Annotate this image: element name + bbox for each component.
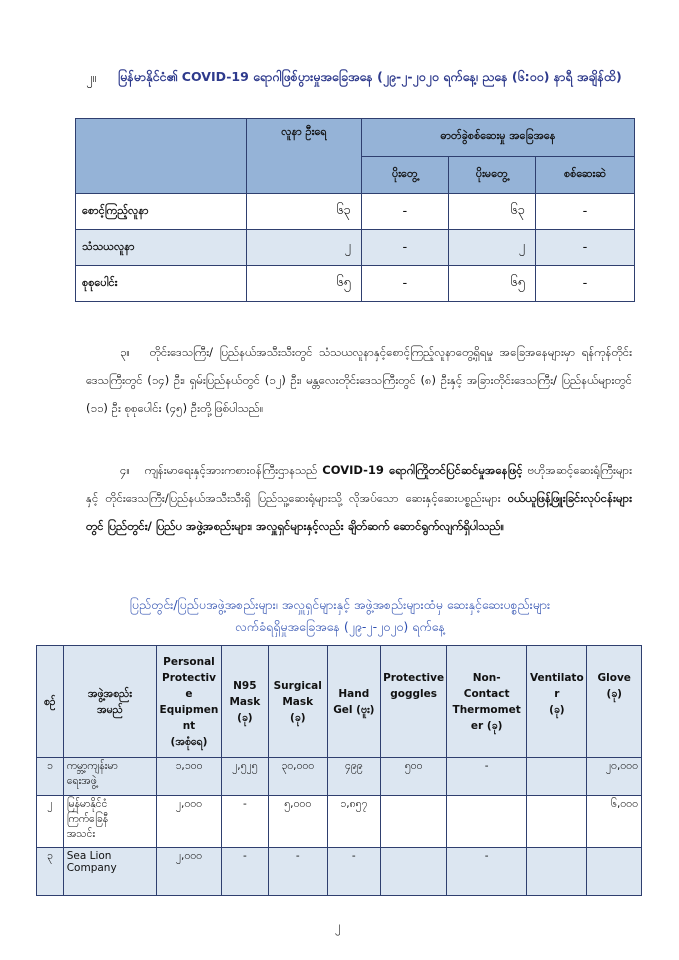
header-n95-line: N95	[233, 679, 257, 692]
section-number: ၂။	[86, 71, 97, 86]
cell-org-line: Company	[66, 862, 117, 874]
cell-negative: ၆၃	[448, 194, 535, 230]
header-ppe-line: Personal	[163, 655, 215, 668]
header-ventilator-line: (ခု)	[549, 704, 565, 716]
cell-goggles: ၅၀၀	[381, 758, 447, 796]
header-org-line1: အဖွဲ့အစည်း	[87, 687, 132, 700]
header-ppe-line: Equipmen	[159, 703, 219, 716]
paragraph-4-text-a: ကျန်းမာရေးနှင့်အားကစားဝန်ကြီးဌာနသည်	[144, 463, 323, 477]
cell-org-line: ကြက်ခြေနီ	[66, 813, 109, 825]
header-org	[63, 646, 156, 758]
cell-ventilator	[527, 758, 587, 796]
cell-handgel: -	[327, 848, 380, 896]
header-handgel	[327, 646, 380, 758]
row-label: စောင့်ကြည့်လူနာ	[76, 194, 247, 230]
covid-status-table	[75, 118, 635, 302]
cell-pending: -	[535, 266, 634, 302]
header-ppe	[157, 646, 222, 758]
cell-surgical: ၃၀,၀၀၀	[268, 758, 327, 796]
row-label: သံသယလူနာ	[76, 230, 247, 266]
cell-ppe: ၁,၁၀၀	[157, 758, 222, 796]
table-row	[76, 194, 635, 230]
table-row	[37, 758, 642, 796]
header-surgical-line: (ခု)	[290, 711, 306, 724]
cell-thermometer: -	[447, 758, 527, 796]
header-ppe-line: e	[185, 687, 193, 700]
cell-glove: ၆,၀၀၀	[587, 796, 642, 848]
donation-title-line1: ပြည်တွင်း/ပြည်ပအဖွဲ့အစည်းများ၊ အလှူရှင်များနှင့် အဖွဲ့အစည်းများထံမှ ဆေးနှင့်ဆေးပစ္စည်းများ	[129, 597, 551, 612]
header-lab: ဓာတ်ခွဲစစ်ဆေးမှု အခြေအနေ	[361, 119, 634, 157]
header-thermo-line: er (ခု)	[470, 719, 503, 732]
header-pending: စစ်ဆေးဆဲ	[535, 156, 634, 194]
cell-surgical: ၅,၀၀၀	[268, 796, 327, 848]
table-row	[37, 848, 642, 896]
cell-positive: -	[361, 194, 448, 230]
cell-ppe: ၂,၀၀၀	[157, 848, 222, 896]
table-header-blank	[76, 119, 247, 194]
cell-org-line: ကမ္ဘာ့ကျန်းမာ	[66, 760, 118, 772]
header-glove	[587, 646, 642, 758]
header-goggles-line: goggles	[390, 688, 437, 700]
header-org-line2: အမည်	[97, 703, 123, 716]
paragraph-3	[86, 338, 632, 422]
cell-thermometer: -	[447, 848, 527, 896]
cell-glove	[587, 848, 642, 896]
header-surgical-line: Mask	[282, 695, 314, 708]
cell-org-line: Sea Lion	[66, 850, 112, 862]
cell-negative: ၆၅	[448, 266, 535, 302]
cell-org	[63, 758, 156, 796]
paragraph-4-bold-a: COVID-19 ရောဂါကြိုတင်ပြင်ဆင်မှုအနေဖြင့်	[322, 463, 523, 477]
header-surgical	[268, 646, 327, 758]
paragraph-4-text-b: ဗဟိုအဆင့်ဆေးရုံကြီးများနှင့် တိုင်းဒေသကြီး/ပြည်နယ်အသီးသီးရှိ ပြည်သူ့ဆေးရုံများသို့ လိုအပ်သော ဆေးနှင့်ဆေးပစ္စည်းများ	[86, 463, 632, 505]
header-people: လူနာ ဦးရေ	[247, 119, 362, 194]
cell-pending: -	[535, 230, 634, 266]
cell-surgical: -	[268, 848, 327, 896]
cell-n95: ၂,၅၂၅	[221, 758, 268, 796]
header-thermometer	[447, 646, 527, 758]
header-thermo-line: Contact	[463, 687, 510, 700]
header-thermo-line: Thermomet	[452, 703, 521, 716]
cell-org	[63, 796, 156, 848]
header-glove-line: Glove	[597, 672, 631, 684]
header-handgel-line: Hand	[338, 687, 370, 700]
paragraph-4-number: ၄။	[120, 463, 130, 477]
cell-no: ၂	[37, 796, 64, 848]
donation-table	[36, 645, 642, 896]
cell-negative: ၂	[448, 230, 535, 266]
cell-no: ၁	[37, 758, 64, 796]
cell-goggles	[381, 848, 447, 896]
cell-handgel: ၄၉၉	[327, 758, 380, 796]
section-title: မြန်မာနိုင်ငံ၏ COVID-19 ရောဂါဖြစ်ပွားမှုအခြေအနေ (၂၉-၂-၂၀၂၀ ရက်နေ့၊ ညနေ (၆:၀၀) နာရီ အချိန်ထိ)	[118, 69, 622, 84]
cell-people: ၆၅	[247, 266, 362, 302]
cell-org-line: မြန်မာနိုင်ငံ	[66, 798, 108, 810]
cell-ventilator	[527, 848, 587, 896]
cell-people: ၆၃	[247, 194, 362, 230]
header-ppe-line: Protectiv	[162, 671, 216, 684]
header-n95-line: Mask	[229, 695, 261, 708]
header-goggles	[381, 646, 447, 758]
cell-positive: -	[361, 230, 448, 266]
header-thermo-line: Non-	[472, 671, 501, 684]
paragraph-4-bold-b: ဝယ်ယူဖြန့်ဖြူးခြင်းလုပ်ငန်းများတွင် ပြည်တွင်း/ ပြည်ပ အဖွဲ့အစည်းများ၊ အလှူရှင်များနှင့်လည်း ချိတ်ဆက် ဆောင်ရွက်လျက်ရှိပါသည်။	[86, 491, 632, 533]
cell-no: ၃	[37, 848, 64, 896]
cell-org-line: အသင်း	[66, 828, 95, 840]
row-label: စုစုပေါင်း	[76, 266, 247, 302]
paragraph-3-number: ၃။	[120, 345, 130, 359]
cell-goggles	[381, 796, 447, 848]
header-n95-line: (ခု)	[237, 711, 253, 724]
cell-handgel: ၁,၈၅၇	[327, 796, 380, 848]
cell-ventilator	[527, 796, 587, 848]
header-positive: ပိုးတွေ့	[361, 156, 448, 194]
cell-n95: -	[221, 796, 268, 848]
table-row	[76, 266, 635, 302]
header-goggles-line: Protective	[383, 672, 445, 684]
header-ventilator-line: Ventilato	[529, 672, 584, 684]
cell-pending: -	[535, 194, 634, 230]
header-negative: ပိုးမတွေ့	[448, 156, 535, 194]
table-row	[37, 796, 642, 848]
cell-ppe: ၂,၀၀၀	[157, 796, 222, 848]
paragraph-4	[86, 456, 632, 540]
header-ventilator-line: r	[554, 688, 560, 700]
table-row	[76, 230, 635, 266]
cell-glove: ၂၀,၀၀၀	[587, 758, 642, 796]
header-surgical-line: Surgical	[273, 679, 322, 692]
donation-title	[40, 594, 640, 638]
cell-people: ၂	[247, 230, 362, 266]
cell-positive: -	[361, 266, 448, 302]
cell-thermometer	[447, 796, 527, 848]
cell-org	[63, 848, 156, 896]
header-ppe-line: (အစုံရေ)	[170, 735, 208, 748]
cell-n95: -	[221, 848, 268, 896]
header-handgel-line: Gel (ဗူး)	[333, 703, 375, 716]
header-ventilator	[527, 646, 587, 758]
page-number: ၂	[335, 919, 341, 933]
cell-org-line: ရေးအဖွဲ့	[66, 775, 97, 787]
donation-title-line2: လက်ခံရရှိမှုအခြေအနေ (၂၉-၂-၂၀၂၀) ရက်နေ့	[235, 619, 445, 634]
header-no: စဉ်	[37, 646, 64, 758]
header-glove-line: (ခု)	[606, 688, 622, 700]
header-ppe-line: nt	[182, 719, 196, 732]
paragraph-3-text: တိုင်းဒေသကြီး/ ပြည်နယ်အသီးသီးတွင် သံသယလူနာနှင့်စောင့်ကြည့်လူနာတွေ့ရှိရမှု အခြေအနေများမှာ ရန်ကုန်တိုင်းဒေသကြီးတွင် (၁၄) ဦး၊ ရှမ်းပြည်နယ်တွင် (၁၂) ဦး၊ မန္တလေးတိုင်းဒေသကြီးတွင် (၈) ဦးနှင့် အခြားတိုင်းဒေသကြီး/ ပြည်နယ်များတွင် (၁၁) ဦး စုစုပေါင်း (၄၅) ဦးတို့ဖြစ်ပါသည်။	[86, 345, 632, 415]
header-n95	[221, 646, 268, 758]
